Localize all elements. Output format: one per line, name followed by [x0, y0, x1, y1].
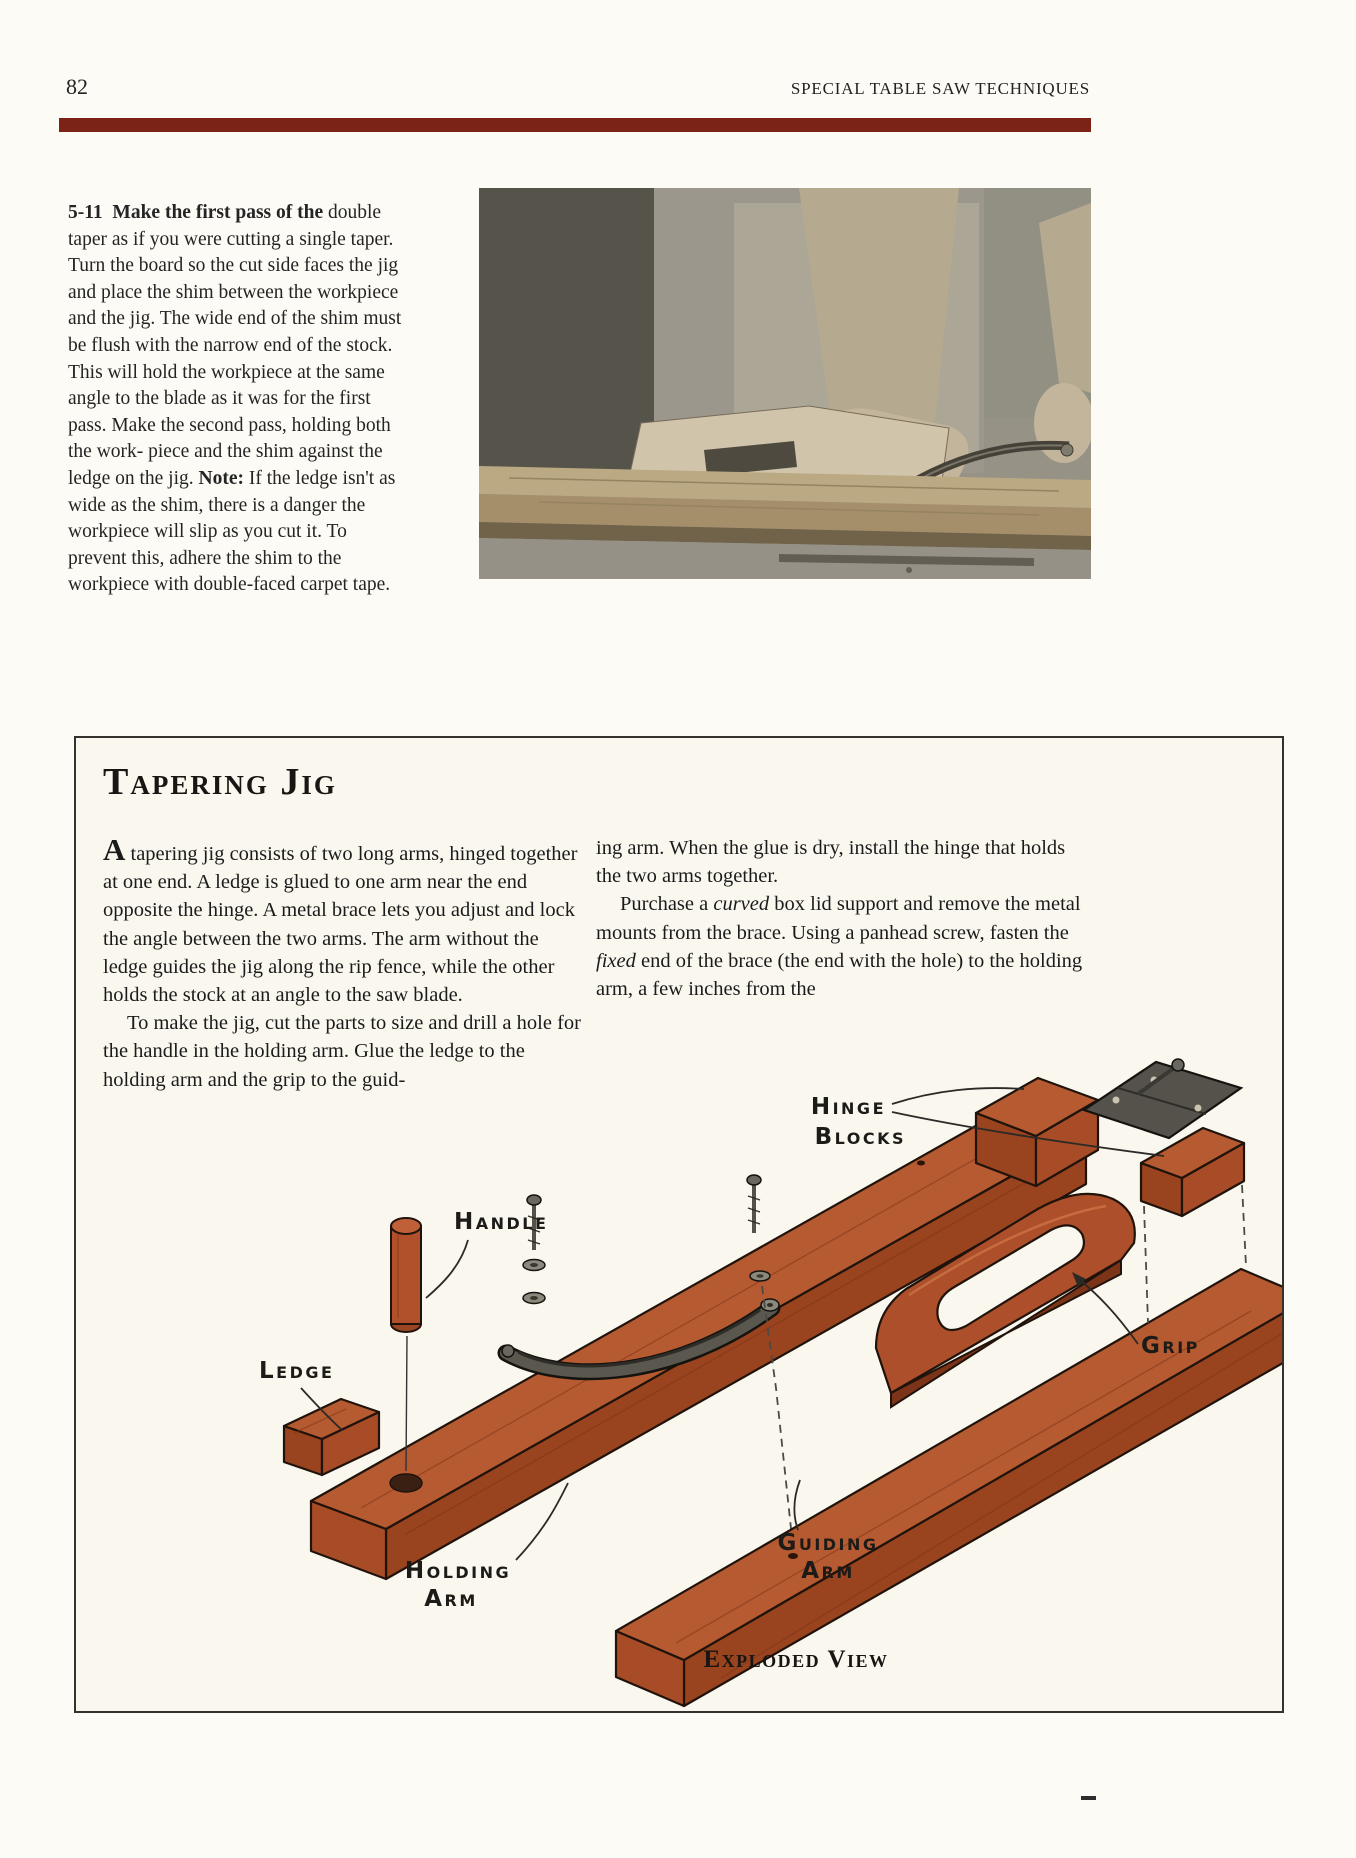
figure-caption — [68, 200, 402, 599]
handle-dowel — [391, 1218, 421, 1471]
label-hinge-blocks-line2: Blocks — [814, 1124, 906, 1150]
paragraph-text: end of the brace (the end with the hole) to the holding arm, a few inches from the — [596, 949, 1083, 1001]
page-mark — [1081, 1796, 1096, 1800]
exploded-view-illustration — [76, 738, 1282, 1711]
paragraph-text: tapering jig consists of two long arms, hinged together at one end. A ledge is glued to one arm near the end opposite the hinge. A metal brace lets you adjust and lock the angle between the two arms. The arm without the ledge guides the jig along the rip fence, while the other holds the stock at an angle to the saw blade. — [103, 843, 578, 1007]
page-number: 82 — [66, 74, 88, 99]
header-rule — [59, 118, 1091, 132]
dropcap: A — [103, 832, 126, 867]
handle-hole — [390, 1474, 422, 1492]
photo-figure — [479, 188, 1091, 579]
label-grip: Grip — [1141, 1333, 1200, 1359]
hinge — [1084, 1059, 1241, 1138]
caption-note-label: Note: — [198, 467, 244, 489]
label-guiding-arm-line1: Guiding — [777, 1530, 879, 1556]
paragraph-text: box lid support and remove the metal mounts from the brace. Using a panhead screw, fasten the — [596, 893, 1081, 944]
label-handle: Handle — [454, 1209, 549, 1235]
paragraph-text: To make the jig, cut the parts to size and drill a hole for the handle in the holding arm. Glue the ledge to the holding arm and the grip to the guid- — [103, 1012, 581, 1091]
label-hinge-blocks-line1: Hinge — [810, 1094, 886, 1120]
hinge-block-2 — [1141, 1128, 1244, 1216]
caption-lead: Make the first pass of the — [112, 202, 324, 223]
brace-screw-hole — [917, 1161, 925, 1166]
italic-word: curved — [713, 893, 770, 916]
box-title: Tapering Jig — [103, 761, 337, 803]
exploded-view-caption: Exploded View — [703, 1646, 889, 1673]
figure-number: 5-11 — [68, 202, 103, 223]
photo-illustration — [479, 188, 1091, 579]
paragraph-text: ing arm. When the glue is dry, install the hinge that holds the two arms together. — [596, 837, 1066, 888]
label-guiding-arm-line2: Arm — [801, 1558, 855, 1584]
handle-alignment-line — [406, 1336, 407, 1471]
italic-word: fixed — [596, 949, 636, 972]
label-holding-arm-line1: Holding — [404, 1558, 512, 1584]
paragraph-text: Purchase a — [620, 893, 714, 916]
ledge-block — [284, 1399, 379, 1475]
running-header: SPECIAL TABLE SAW TECHNIQUES — [790, 79, 1090, 98]
caption-body-b: If the ledge isn't as wide as the shim, there is a danger the workpiece will slip as you cut it. To prevent this, adhere the shim to the workpiece with double-faced carpet tape. — [68, 467, 396, 596]
caption-body-a: double taper as if you were cutting a single taper. Turn the board so the cut side faces the jig and place the shim between the workpiece and the jig. The wide end of the shim must be flush with the narrow end of the stock. This will hold the workpiece at the same angle to the blade as it was for the first pass. Make the second pass, holding both the work- piece and the shim against the ledge on the jig. — [68, 202, 402, 489]
brace-fixed-hole — [502, 1345, 514, 1357]
label-holding-arm-line2: Arm — [424, 1586, 478, 1612]
guiding-arm-leader — [794, 1480, 800, 1530]
label-ledge: Ledge — [259, 1358, 335, 1384]
handle-leader — [426, 1240, 468, 1298]
tapering-jig-box — [74, 736, 1284, 1713]
photo-sepia-overlay — [479, 188, 1091, 579]
